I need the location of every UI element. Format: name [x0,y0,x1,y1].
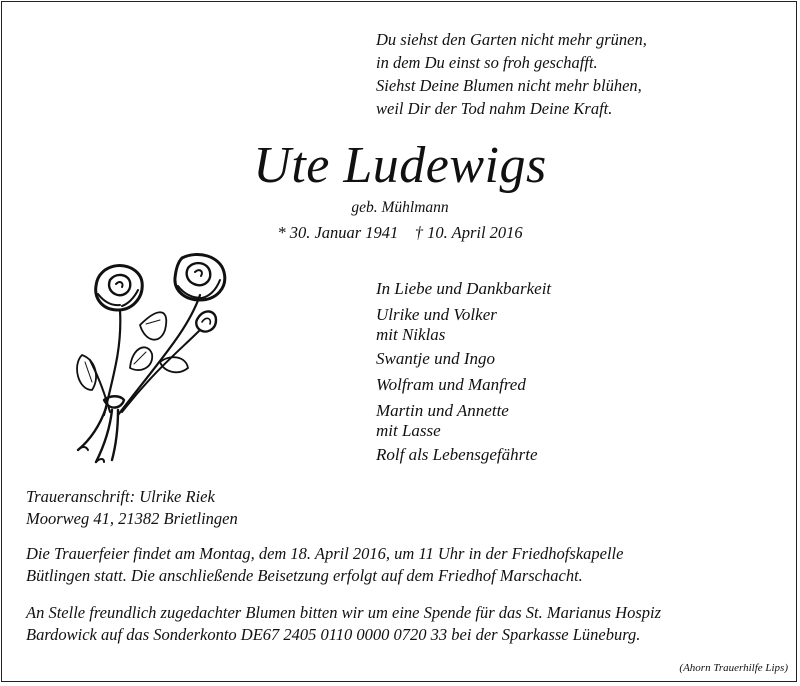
memorial-poem [376,28,647,120]
funeral-info [26,543,623,587]
poem-line: in dem Du einst so froh geschafft. [376,53,598,72]
family-member: Swantje und Ingo [376,349,495,368]
address-line: Traueranschrift: Ulrike Riek [26,487,215,506]
donation-line: An Stelle freundlich zugedachter Blumen bitten wir um eine Spende für das St. Marianus Hospiz [26,603,662,622]
roses-bouquet-icon [60,250,250,480]
funeral-line: Bütlingen statt. Die anschließende Beisetzung erfolgt auf dem Friedhof Marschacht. [26,566,583,585]
obituary-notice [1,1,797,682]
deceased-name: Ute Ludewigs [253,137,547,194]
bereaved-family [376,276,551,468]
birth-name: geb. Mühlmann [351,199,449,216]
funeral-line: Die Trauerfeier findet am Montag, dem 18. April 2016, um 11 Uhr in der Friedhofskapelle [26,544,624,563]
donation-info [26,602,661,646]
family-member: Wolfram und Manfred [376,375,526,394]
poem-line: Siehst Deine Blumen nicht mehr blühen, [376,76,642,95]
family-member-sub: mit Lasse [376,421,441,440]
poem-line: Du siehst den Garten nicht mehr grünen, [376,30,647,49]
family-intro: In Liebe und Dankbarkeit [376,279,552,298]
family-member: Ulrike und Volker [376,305,497,324]
family-member-sub: mit Niklas [376,325,446,344]
family-member: Martin und Annette [376,401,509,420]
family-member: Rolf als Lebensgefährte [376,445,538,464]
mourning-address [26,486,238,530]
poem-line: weil Dir der Tod nahm Deine Kraft. [376,99,613,118]
undertaker-credit: (Ahorn Trauerhilfe Lips) [679,662,788,674]
donation-line: Bardowick auf das Sonderkonto DE67 2405 0110 0000 0720 33 bei der Sparkasse Lüneburg. [26,625,641,644]
life-dates: * 30. Januar 1941 † 10. April 2016 [277,223,523,242]
address-line: Moorweg 41, 21382 Brietlingen [26,509,238,528]
